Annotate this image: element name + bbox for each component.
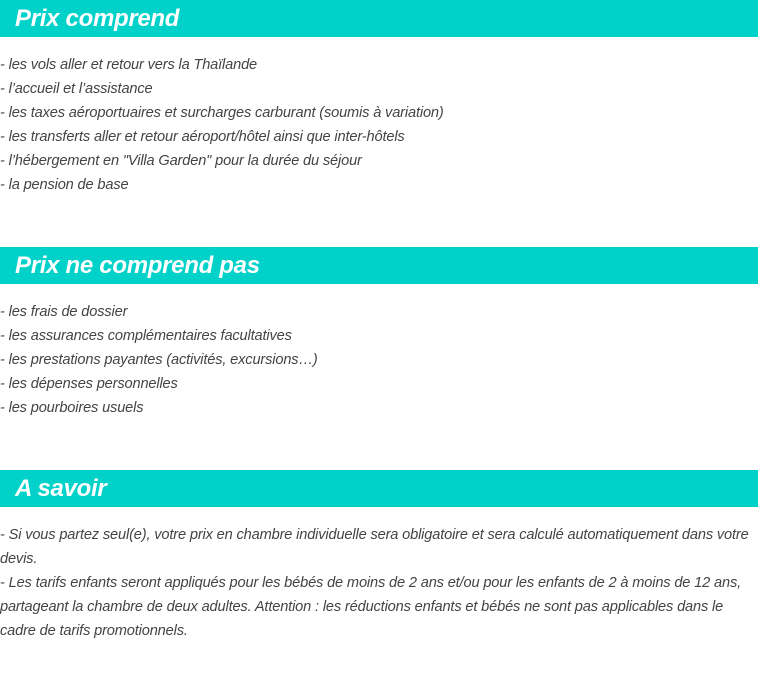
section-prix-ne-comprend-pas (0, 247, 758, 420)
section-a-savoir (0, 470, 758, 643)
list-item: - les frais de dossier (0, 304, 128, 320)
section-list (0, 507, 758, 643)
section-title: Prix ne comprend pas (0, 247, 758, 284)
section-prix-comprend (0, 0, 758, 197)
list-item: - les assurances complémentaires facultatives (0, 328, 292, 344)
section-title: A savoir (0, 470, 758, 507)
list-item: - les dépenses personnelles (0, 376, 178, 392)
section-list (0, 284, 758, 420)
list-item: - les taxes aéroportuaires et surcharges carburant (soumis à variation) (0, 105, 444, 121)
list-item: - l’hébergement en "Villa Garden" pour la durée du séjour (0, 153, 362, 169)
section-title: Prix comprend (0, 0, 758, 37)
section-list (0, 37, 758, 197)
list-item: - les transferts aller et retour aéroport/hôtel ainsi que inter-hôtels (0, 129, 405, 145)
info-paragraph: - Les tarifs enfants seront appliqués pour les bébés de moins de 2 ans et/ou pour les enfants de 2 à moins de 12 ans, partageant la chambre de deux adultes. Attention : les réductions enfants et bébés ne sont pas applicables dans le cadre de tarifs promotionnels. (0, 575, 741, 639)
info-paragraph: - Si vous partez seul(e), votre prix en chambre individuelle sera obligatoire et sera calculé automatiquement dans votre devis. (0, 527, 749, 567)
list-item: - les vols aller et retour vers la Thaïlande (0, 57, 258, 73)
list-item: - la pension de base (0, 177, 129, 193)
list-item: - les pourboires usuels (0, 400, 144, 416)
list-item: - les prestations payantes (activités, excursions…) (0, 352, 318, 368)
list-item: - l’accueil et l’assistance (0, 81, 153, 97)
